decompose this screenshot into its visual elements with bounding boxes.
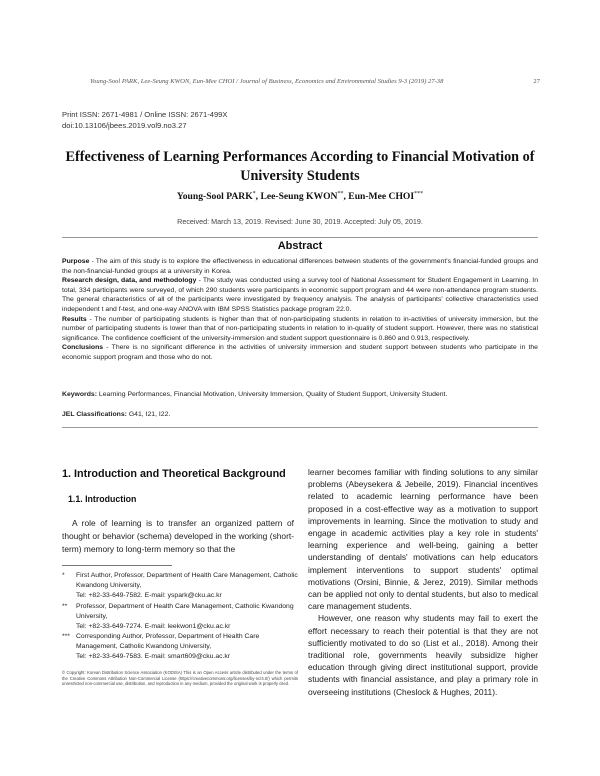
- abstract-purpose: Purpose - The aim of this study is to explore the effectiveness in educational differences between students of the government's financial-funded groups and the non-financial-funded groups at a university in Korea.: [62, 258, 538, 275]
- intro-right-paragraph: learner becomes familiar with finding solutions to any similar problems (Abeysekera & Jebeile, 2019). Financial incentives related to academic learning performance have been proposed in a cost-effective way as a motivation to support improvements in learning. Since the motivation to study and engage in academic activities play a key role in students' learning experience and well-being, gaining a better understanding of dentals' motivations can help educators implement interventions to support students' optimal motivations (Orsini, Binnie, & Jerez, 2019). Similar methods can be applied not only to dental students, but also to medical care management students.: [308, 467, 538, 612]
- footnote: *** Corresponding Author, Professor, Department of Health Care Management, Catholic Kwandong University, Tel: +82-33-649-7583. E-mail: smart609@cku.ac.kr: [62, 633, 260, 661]
- author-list: Young-Sool PARK*, Lee-Seung KWON**, Eun-Mee CHOI***: [176, 191, 424, 203]
- doi-line: doi:10.13106/jbees.2019.vol9.no3.27: [62, 121, 187, 130]
- author-mark: ***: [414, 191, 424, 197]
- footnotes: [62, 571, 298, 663]
- title-line-1: Effectiveness of Learning Performances According to Financial Motivation of: [65, 149, 535, 165]
- received-dates: Received: March 13, 2019. Revised: June 30, 2019. Accepted: July 05, 2019.: [177, 217, 423, 226]
- author-name: Lee-Seung KWON: [260, 191, 338, 203]
- intro-right-paragraph: However, one reason why students may fail to exert the effort necessary to reach their potential is that they are not sufficiently motivated to do so (List et al., 2018). Among their traditional role, governments heavily subsidize higher education through giving direct institutional support, provide students with financial assistance, and play a primary role in overseeing institutions (Cheslock & Hughes, 2011).: [308, 613, 538, 697]
- title-line-2: University Students: [240, 168, 360, 184]
- running-head-text: Young-Sool PARK, Lee-Seung KWON, Eun-Mee CHOI / Journal of Business, Economics and Environmental Studies 9-3 (2019) 27-38: [90, 78, 444, 85]
- page-number: 27: [533, 78, 540, 85]
- issn-line: Print ISSN: 2671-4981 / Online ISSN: 2671-499X: [62, 110, 228, 119]
- author-mark: *: [252, 191, 256, 197]
- keywords: Keywords: Learning Performances, Financial Motivation, University Immersion, Quality of Student Support, University Student.: [62, 391, 448, 398]
- author-name: Young-Sool PARK: [176, 191, 253, 203]
- author-name: Eun-Mee CHOI: [348, 191, 415, 203]
- paper-title: [40, 148, 560, 186]
- running-head: [90, 78, 540, 85]
- author-mark: **: [337, 191, 344, 197]
- footnote-mark: ***: [62, 633, 70, 641]
- abstract-divider: [62, 237, 538, 238]
- intro-left-paragraph: A role of learning is to transfer an organized pattern of thought or behavior (schema) developed in the working (short-term) memory to long-term memory so that the: [62, 518, 294, 555]
- footnote: * First Author, Professor, Department of Health Care Management, Catholic Kwandong University, Tel: +82-33-649-7582. E-mail: yspark@cku.ac.kr: [62, 572, 298, 599]
- footnote: ** Professor, Department of Health Care Management, Catholic Kwandong University, Tel: +82-33-649-7274. E-mail: leekwon1@cku.ac.kr: [62, 602, 294, 630]
- intro-right-column: [308, 466, 538, 698]
- abstract-body: [62, 257, 538, 363]
- issn-block: [62, 109, 227, 131]
- subsection-heading: 1.1. Introduction: [68, 494, 137, 504]
- abstract-conclusions: Conclusions - There is no significant difference in the activities of university immersion and student support between students who participate in the economic support program and those who do not.: [62, 344, 538, 361]
- section-divider: [62, 427, 538, 428]
- copyright-notice: © Copyright: Korean Distribution Science Association (KODISA) This is an Open Access article distributed under the terms of the Creative Commons Attribution Non-Commercial License (https://creativecommons.org/licenses/by-nc/4.0/) which permits unrestricted non-commercial use, distribution, and reproduction in any medium, provided the original work is properly cited.: [62, 670, 298, 687]
- abstract-heading: Abstract: [277, 240, 323, 252]
- footnote-divider: [62, 565, 172, 566]
- abstract-method: Research design, data, and methodology - The study was conducted using a survey tool of National Assessment for Student Engagement in Learning. In total, 334 participants were surveyed, of which 290 students were participants in economic support program and 44 were non-attendance program students. The general characteristics of all of the participants were investigated by frequency analysis. The analysis of participants' collective characteristics used independent t and f-test, and one-way ANOVA with IBM SPSS Statistics package program 22.0.: [62, 277, 538, 313]
- footnote-mark: **: [62, 602, 68, 610]
- section-heading: 1. Introduction and Theoretical Background: [62, 468, 286, 480]
- jel-classifications: JEL Classifications: G41, I21, I22.: [62, 411, 171, 418]
- abstract-results: Results - The number of participating students is higher than that of non-participating students in relation to in-activities of university immersion, but the number of participating students is lower than that of non-participating students in relation to in-quality of student support. However, there was no statistical significance. The confidence coefficient of the university-immersion and student support questionnaire is 0.860 and 0.913, respectively.: [62, 315, 538, 342]
- footnote-mark: *: [62, 572, 65, 579]
